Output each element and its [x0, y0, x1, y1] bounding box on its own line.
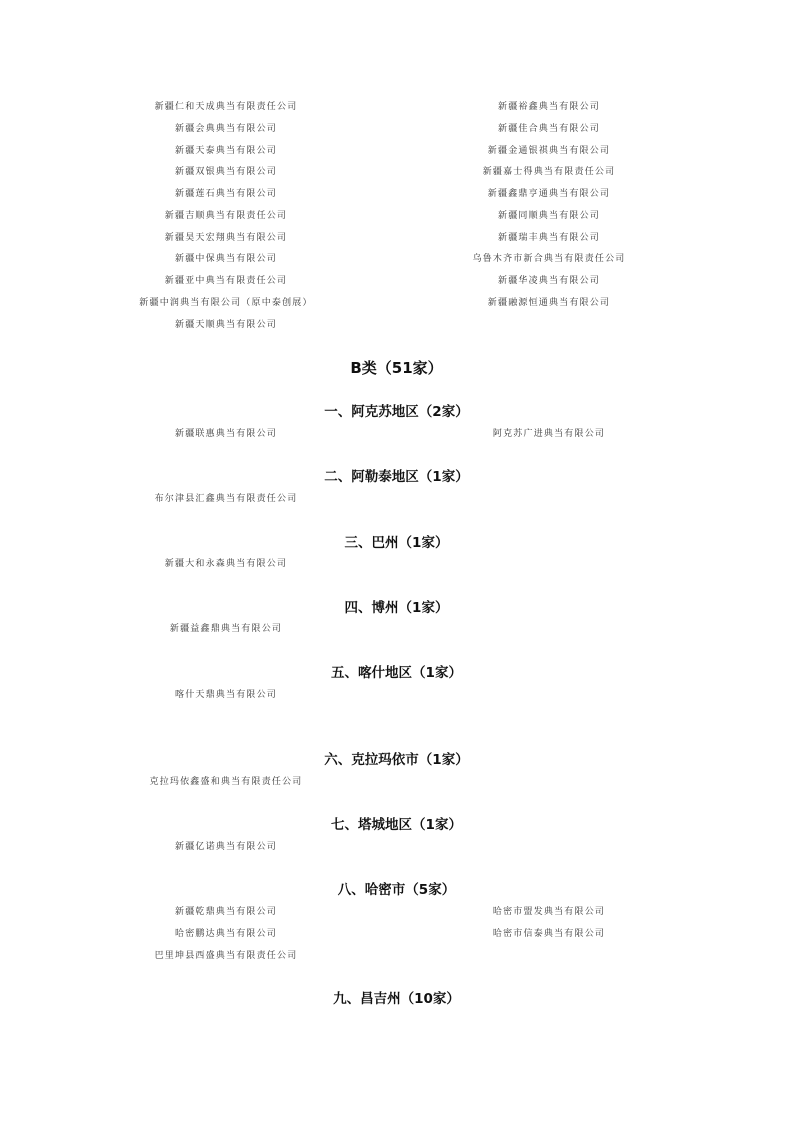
section-heading: 九、昌吉州（10家） [333, 991, 460, 1007]
company-name: 新疆会典典当有限公司 [174, 124, 278, 134]
section-heading: 三、巴州（1家） [344, 535, 449, 551]
company-name: 新疆嘉士得典当有限责任公司 [482, 167, 616, 177]
company-name: 哈密鹏达典当有限公司 [174, 929, 278, 939]
company-name: 新疆双银典当有限公司 [174, 167, 278, 177]
company-name: 新疆鑫鼎亨通典当有限公司 [487, 189, 611, 199]
company-name: 新疆融源恒通典当有限公司 [487, 298, 611, 308]
company-name: 新疆亿诺典当有限公司 [174, 842, 278, 852]
company-name: 哈密市信泰典当有限公司 [492, 929, 606, 939]
company-name: 新疆天泰典当有限公司 [174, 146, 278, 156]
category-title: B类（51家） [350, 359, 443, 377]
company-name: 哈密市盟发典当有限公司 [492, 907, 606, 917]
company-name: 克拉玛依鑫盛和典当有限责任公司 [149, 777, 303, 787]
company-name: 新疆大和永森典当有限公司 [164, 559, 288, 569]
company-name: 新疆联惠典当有限公司 [174, 429, 278, 439]
section-heading: 八、哈密市（5家） [337, 882, 456, 898]
company-name: 新疆金通银祺典当有限公司 [487, 146, 611, 156]
company-name: 布尔津县汇鑫典当有限责任公司 [154, 494, 298, 504]
company-name: 新疆乾鼎典当有限公司 [174, 907, 278, 917]
company-name: 新疆同顺典当有限公司 [497, 211, 601, 221]
company-name: 新疆吉顺典当有限责任公司 [164, 211, 288, 221]
company-name: 新疆亚中典当有限责任公司 [164, 276, 288, 286]
company-name: 新疆仁和天成典当有限责任公司 [154, 102, 298, 112]
section-heading: 五、喀什地区（1家） [331, 665, 462, 681]
section-heading: 一、阿克苏地区（2家） [324, 404, 469, 420]
company-name: 新疆华凌典当有限公司 [497, 276, 601, 286]
company-name: 新疆佳合典当有限公司 [497, 124, 601, 134]
section-heading: 四、博州（1家） [344, 600, 449, 616]
company-name: 新疆中保典当有限公司 [174, 254, 278, 264]
company-name: 巴里坤县西盛典当有限责任公司 [154, 951, 298, 961]
company-name: 新疆中润典当有限公司（原中泰创展） [139, 298, 313, 308]
company-name: 乌鲁木齐市新合典当有限责任公司 [472, 254, 626, 264]
company-name: 新疆益鑫鼎典当有限公司 [169, 624, 283, 634]
company-name: 新疆莲石典当有限公司 [174, 189, 278, 199]
company-name: 喀什天鼎典当有限公司 [174, 690, 278, 700]
company-name: 新疆瑞丰典当有限公司 [497, 233, 601, 243]
company-name: 新疆天顺典当有限公司 [174, 320, 278, 330]
company-name: 新疆昊天宏翔典当有限公司 [164, 233, 288, 243]
company-name: 新疆裕鑫典当有限公司 [497, 102, 601, 112]
section-heading: 六、克拉玛依市（1家） [324, 752, 469, 768]
company-name: 阿克苏广进典当有限公司 [492, 429, 606, 439]
section-heading: 七、塔城地区（1家） [331, 817, 462, 833]
section-heading: 二、阿勒泰地区（1家） [324, 469, 469, 485]
